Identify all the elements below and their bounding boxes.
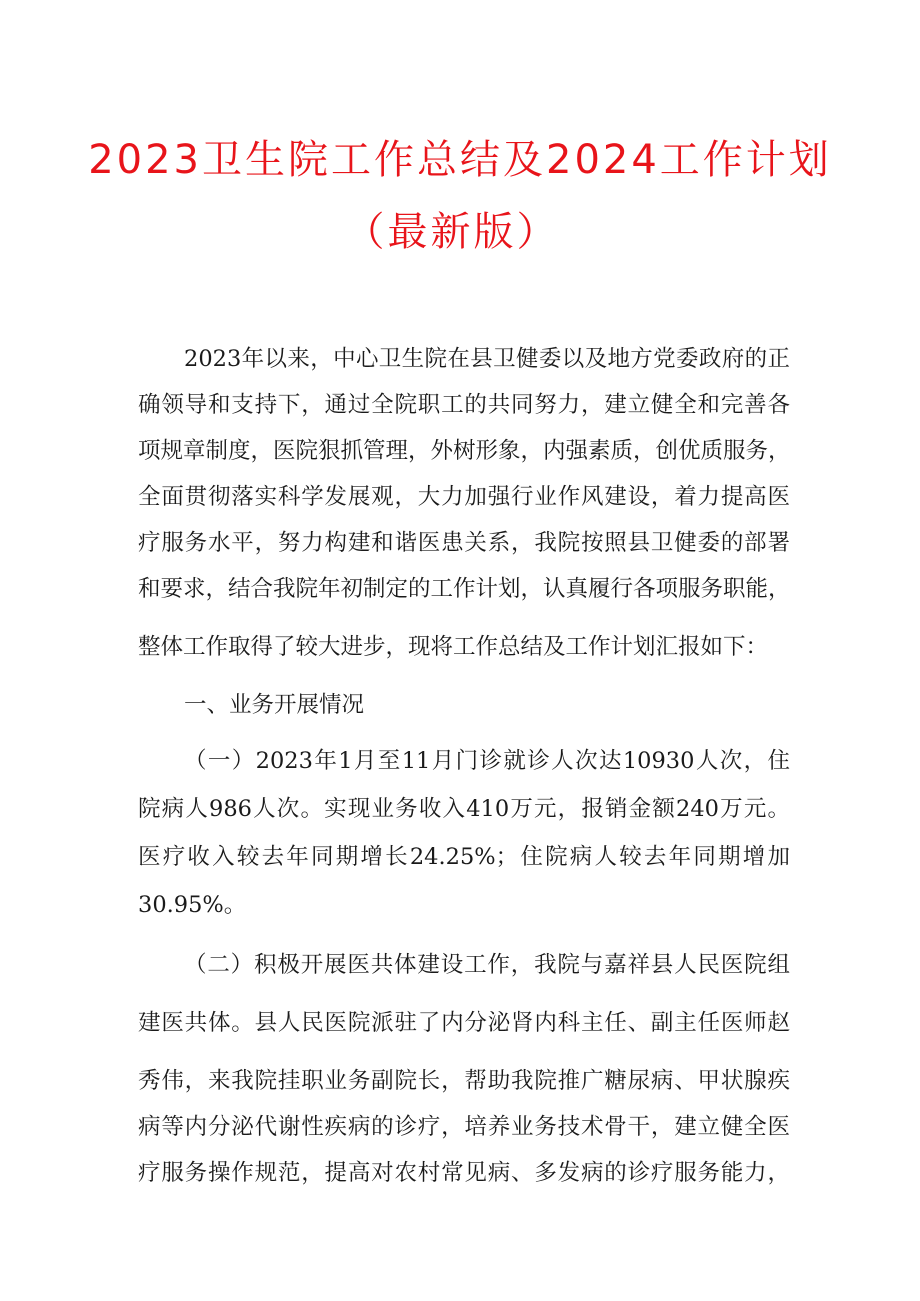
- paragraph-4-line-5: 疗服务操作规范，提高对农村常见病、多发病的诊疗服务能力，: [138, 1160, 790, 1186]
- document-subtitle: （最新版）: [344, 209, 560, 255]
- document-title: 2023卫生院工作总结及2024工作计划: [88, 137, 832, 183]
- paragraph-4-line-4: 病等内分泌代谢性疾病的诊疗，培养业务技术骨干，建立健全医: [138, 1114, 790, 1140]
- paragraph-1-line-3: 项规章制度，医院狠抓管理，外树形象，内强素质，创优质服务，: [138, 438, 791, 464]
- paragraph-3-line-4: 30.95%。: [138, 892, 247, 918]
- paragraph-1-line-6: 和要求，结合我院年初制定的工作计划，认真履行各项服务职能，: [138, 576, 791, 602]
- section-heading: 一、业务开展情况: [184, 692, 365, 718]
- paragraph-4-line-3: 秀伟，来我院挂职业务副院长，帮助我院推广糖尿病、甲状腺疾: [138, 1068, 790, 1094]
- paragraph-1-line-7: 整体工作取得了较大进步，现将工作总结及工作计划汇报如下：: [138, 634, 769, 660]
- paragraph-3-line-3: 医疗收入较去年同期增长24.25%；住院病人较去年同期增加: [138, 844, 790, 870]
- paragraph-4-line-1: （二）积极开展医共体建设工作，我院与嘉祥县人民医院组: [184, 952, 790, 978]
- paragraph-1-line-5: 疗服务水平，努力构建和谐医患关系，我院按照县卫健委的部署: [138, 530, 790, 556]
- paragraph-4-line-2: 建医共体。县人民医院派驻了内分泌肾内科主任、副主任医师赵: [138, 1010, 790, 1036]
- paragraph-1-line-2: 确领导和支持下，通过全院职工的共同努力，建立健全和完善各: [138, 392, 790, 418]
- paragraph-1-line-4: 全面贯彻落实科学发展观，大力加强行业作风建设，着力提高医: [138, 484, 790, 510]
- paragraph-1-line-1: 2023年以来，中心卫生院在县卫健委以及地方党委政府的正: [184, 346, 790, 372]
- paragraph-3-line-1: （一）2023年1月至11月门诊就诊人次达10930人次，住: [184, 748, 790, 774]
- paragraph-3-line-2: 院病人986人次。实现业务收入410万元，报销金额240万元。: [138, 796, 790, 822]
